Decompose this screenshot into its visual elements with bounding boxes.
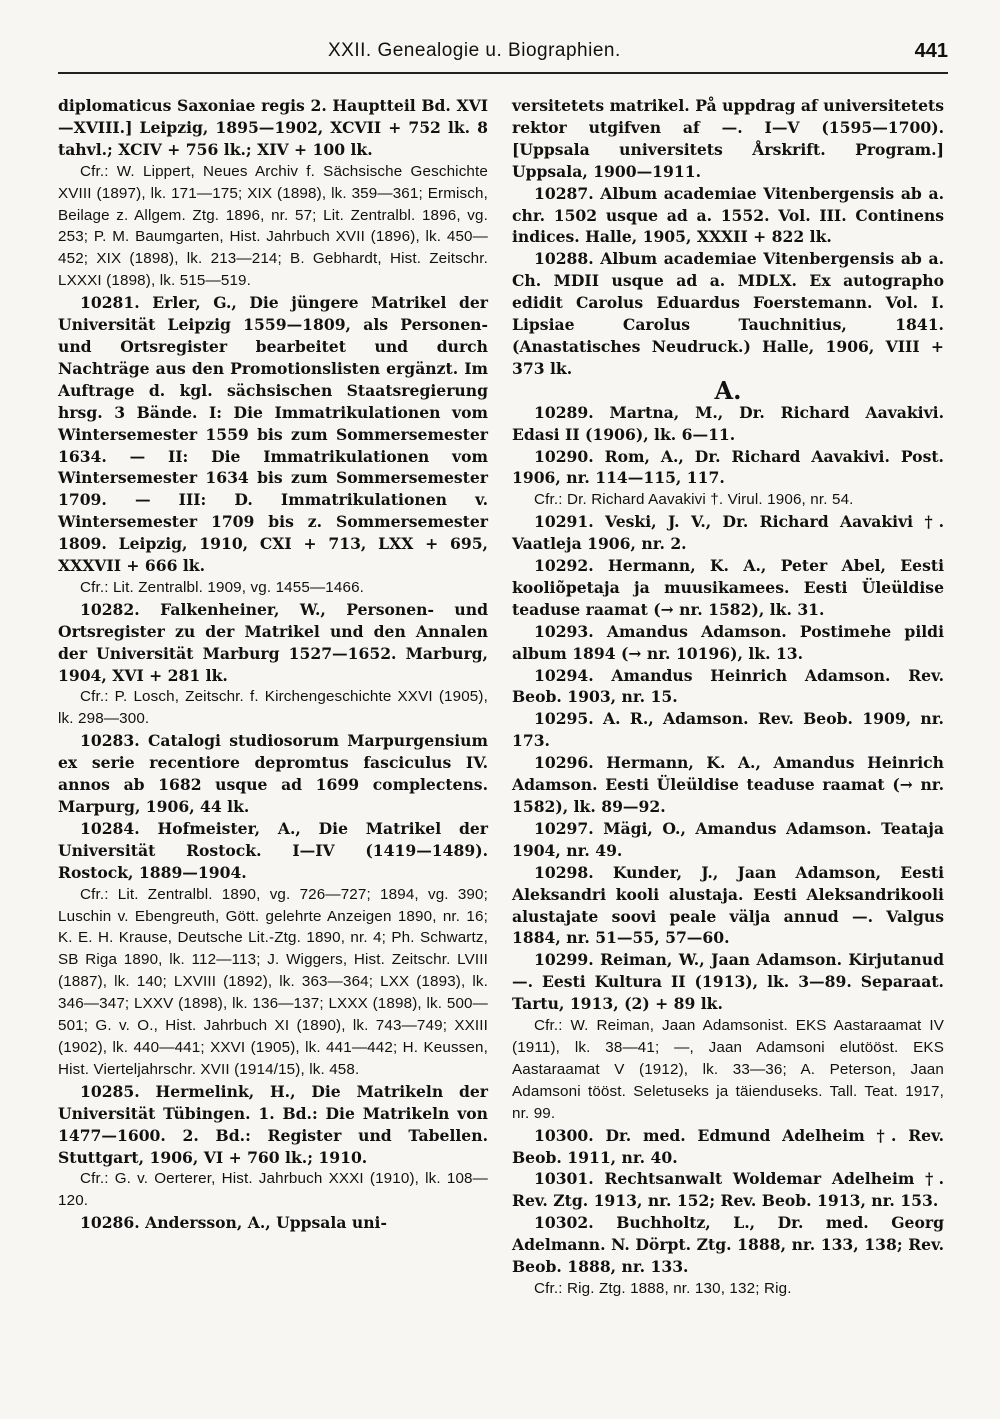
entry-10289: 10289. Martna, M., Dr. Richard Aavakivi. Edasi II (1906), lk. 6—11. [512, 402, 944, 444]
entry-10287: 10287. Album academiae Vitenbergensis ab a. chr. 1502 usque ad a. 1552. Vol. III. Continens indices. Halle, 1905, XXXII + 822 lk. [512, 183, 944, 247]
right-column [512, 95, 944, 1300]
entry-10286: 10286. Andersson, A., Uppsala uni- [80, 1213, 387, 1233]
page-number: 441 [914, 40, 948, 62]
entry-10281: 10281. Erler, G., Die jüngere Matrikel der Universität Leipzig 1559—1809, als Personen- und Ortsregister bearbeitet und durch Nachträge aus den Promotionslisten ergänzt. Im Auftrage d. kgl. sächsischen Staatsregierung hrsg. 3 Bände. I: Die Immatrikulationen vom Wintersemester 1559 bis zum Sommersemester 1634. — II: Die Immatrikulationen vom Wintersemester 1634 bis zum Sommersemester 1709. — III: D. Immatrikulationen v. Wintersemester 1709 bis z. Sommersemester 1809. Leipzig, 1910, CXI + 713, LXX + 695, XXXVII + 666 lk. [58, 293, 488, 576]
entry-10297: 10297. Mägi, O., Amandus Adamson. Teataja 1904, nr. 49. [512, 818, 944, 860]
citation-note: Cfr.: P. Losch, Zeitschr. f. Kirchengeschichte XXVI (1905), lk. 298—300. [58, 688, 488, 728]
entry-10301: 10301. Rechtsanwalt Woldemar Adelheim †. Rev. Ztg. 1913, nr. 152; Rev. Beob. 1913, nr. 153. [512, 1169, 944, 1211]
entry-10300: 10300. Dr. med. Edmund Adelheim †. Rev. Beob. 1911, nr. 40. [512, 1125, 944, 1167]
entry-10285: 10285. Hermelink, H., Die Matrikeln der Universität Tübingen. 1. Bd.: Die Matrikeln von 1477—1600. 2. Bd.: Register und Tabellen. Stuttgart, 1906, VI + 760 lk.; 1910. [58, 1081, 488, 1167]
running-header [58, 38, 948, 74]
left-column [58, 95, 488, 1234]
citation-note: Cfr.: Lit. Zentralbl. 1890, vg. 726—727; 1894, vg. 390; Luschin v. Ebengreuth, Gött. gelehrte Anzeigen 1890, nr. 16; K. E. H. Krause, Deutsche Lit.-Ztg. 1890, nr. 4; Ph. Schwartz, SB Riga 1890, lk. 112—113; J. Wiggers, Hist. Zeitschr. LVIII (1887), lk. 140; LXVIII (1892), lk. 363—364; LXX (1893), lk. 346—347; LXXV (1898), lk. 136—137; LXXX (1898), lk. 500—501; G. v. O., Hist. Jahrbuch XI (1890), lk. 743—749; XXIII (1902), lk. 440—441; XXVI (1905), lk. 441—442; H. Keussen, Hist. Vierteljahrschr. XVII (1914/15), lk. 458. [58, 885, 488, 1078]
citation-note: Cfr.: Rig. Ztg. 1888, nr. 130, 132; Rig. [534, 1279, 792, 1297]
citation-note: Cfr.: W. Reiman, Jaan Adamsonist. EKS Aastaraamat IV (1911), lk. 38—41; —, Jaan Adamsoni elutööst. EKS Aastaraamat V (1912), lk. 33—36; A. Peterson, Jaan Adamsoni tööst. Seletuseks ja täienduseks. Tall. Teat. 1917, nr. 99. [512, 1017, 944, 1122]
citation-note: Cfr.: W. Lippert, Neues Archiv f. Sächsische Geschichte XVIII (1897), lk. 171—175; XIX (1898), lk. 359—361; Ermisch, Beilage z. Allgem. Ztg. 1896, nr. 57; Lit. Zentralbl. 1896, vg. 253; P. M. Baumgarten, Hist. Jahrbuch XVII (1896), lk. 450—452; XIX (1898), lk. 213—214; B. Gebhardt, Hist. Zeitschr. LXXXI (1898), lk. 515—519. [58, 162, 488, 290]
entry-10299: 10299. Reiman, W., Jaan Adamson. Kirjutanud —. Eesti Kultura II (1913), lk. 3—89. Separaat. Tartu, 1913, (2) + 89 lk. [512, 950, 944, 1014]
citation-note: Cfr.: Lit. Zentralbl. 1909, vg. 1455—1466. [80, 578, 365, 596]
citation-note: Cfr.: Dr. Richard Aavakivi †. Virul. 1906, nr. 54. [534, 491, 854, 509]
entry-10283: 10283. Catalogi studiosorum Marpurgensium ex serie recentiore depromtus fasciculus IV. annos ab 1682 usque ad 1699 complectens. Marpurg, 1906, 44 lk. [58, 731, 488, 816]
entry-10284: 10284. Hofmeister, A., Die Matrikel der Universität Rostock. I—IV (1419—1489). Rostock, 1889—1904. [58, 818, 488, 882]
header-title: XXII. Genealogie u. Biographien. [328, 40, 621, 61]
entry-10292: 10292. Hermann, K. A., Peter Abel, Eesti kooliõpetaja ja muusikamees. Eesti Üleüldise teaduse raamat (→ nr. 1582), lk. 31. [512, 556, 944, 619]
citation-note: Cfr.: G. v. Oerterer, Hist. Jahrbuch XXXI (1910), lk. 108—120. [58, 1170, 488, 1210]
entry-10290: 10290. Rom, A., Dr. Richard Aavakivi. Post. 1906, nr. 114—115, 117. [512, 446, 944, 488]
entry-10288: 10288. Album academiae Vitenbergensis ab a. Ch. MDII usque ad a. MDLX. Ex autographo edidit Carolus Eduardus Foerstemann. Vol. I. Lipsiae Carolus Tauchnitius, 1841. (Anastatisches Neudruck.) Halle, 1906, VIII + 373 lk. [512, 249, 944, 378]
entry-10294: 10294. Amandus Heinrich Adamson. Rev. Beob. 1903, nr. 15. [512, 665, 944, 707]
entry-10282: 10282. Falkenheiner, W., Personen- und Ortsregister zu der Matrikel und den Annalen der Universität Marburg 1527—1652. Marburg, 1904, XVI + 281 lk. [58, 599, 488, 685]
entry-10302: 10302. Buchholtz, L., Dr. med. Georg Adelmann. N. Dörpt. Ztg. 1888, nr. 133, 138; Rev. Beob. 1888, nr. 133. [512, 1213, 944, 1277]
entry-10298: 10298. Kunder, J., Jaan Adamson, Eesti Aleksandri kooli alustaja. Eesti Aleksandrikooli alustajate soovi peale välja annud —. Valgus 1884, nr. 51—55, 57—60. [512, 862, 944, 948]
entry-continuation: diplomaticus Saxoniae regis 2. Hauptteil Bd. XVI—XVIII.] Leipzig, 1895—1902, XCVII + 752 lk. 8 tahvl.; XCIV + 756 lk.; XIV + 100 lk. [58, 96, 488, 159]
entry-continuation: versitetets matrikel. På uppdrag af universitetets rektor utgifven af —. I—V (1595—1700). [Uppsala universitets Årskrift. Program.] Uppsala, 1900—1911. [512, 96, 944, 181]
entry-10295: 10295. A. R., Adamson. Rev. Beob. 1909, nr. 173. [512, 709, 944, 751]
entry-10296: 10296. Hermann, K. A., Amandus Heinrich Adamson. Eesti Üleüldise teaduse raamat (→ nr. 1582), lk. 89—92. [512, 753, 944, 816]
entry-10293: 10293. Amandus Adamson. Postimehe pildi album 1894 (→ nr. 10196), lk. 13. [512, 621, 944, 663]
entry-10291: 10291. Veski, J. V., Dr. Richard Aavakivi †. Vaatleja 1906, nr. 2. [512, 512, 944, 554]
section-letter: A. [714, 375, 742, 405]
